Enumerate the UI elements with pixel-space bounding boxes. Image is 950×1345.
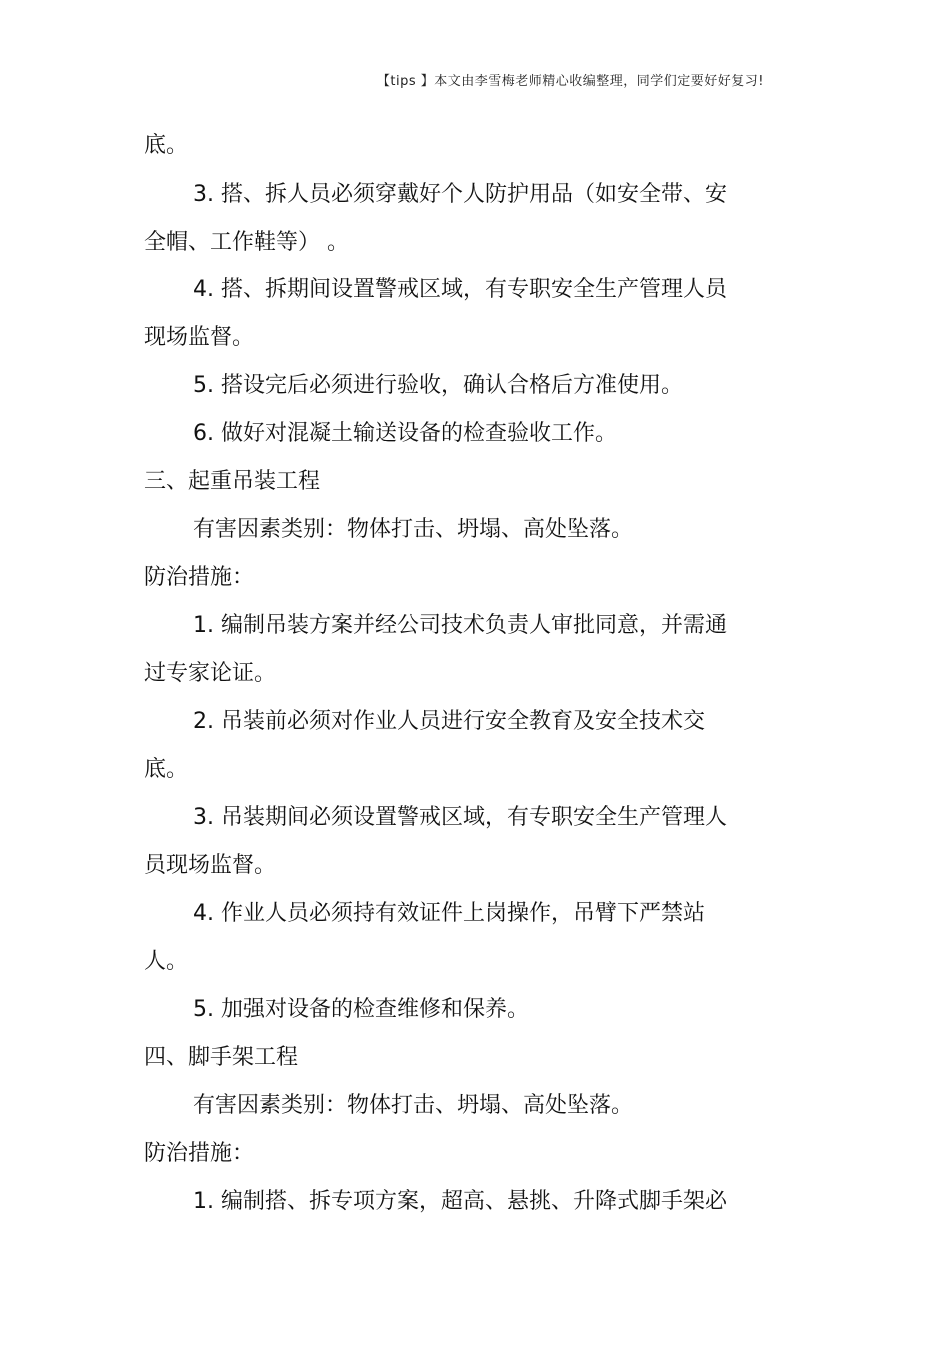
text-line: 人。 xyxy=(144,949,189,974)
text-line: 3. 吊装期间必须设置警戒区域，有专职安全生产管理人 xyxy=(193,805,727,830)
text-line: 防治措施： xyxy=(144,565,255,590)
text-line: 4. 搭、拆期间设置警戒区域，有专职安全生产管理人员 xyxy=(193,277,727,302)
text-line: 有害因素类别：物体打击、坍塌、高处坠落。 xyxy=(193,1093,634,1118)
text-line: 3. 搭、拆人员必须穿戴好个人防护用品（如安全带、安 xyxy=(193,182,727,207)
header-tips-note: 【tips 】本文由李雪梅老师精心收编整理，同学们定要好好复习! xyxy=(376,74,764,89)
text-line: 底。 xyxy=(144,133,189,158)
text-line: 员现场监督。 xyxy=(144,853,277,878)
text-line: 全帽、工作鞋等） 。 xyxy=(144,230,349,255)
text-line: 过专家论证。 xyxy=(144,661,277,686)
text-line: 5. 加强对设备的检查维修和保养。 xyxy=(193,997,529,1022)
text-line: 1. 编制搭、拆专项方案，超高、悬挑、升降式脚手架必 xyxy=(193,1189,727,1214)
text-line: 底。 xyxy=(144,757,189,782)
text-line: 现场监督。 xyxy=(144,325,255,350)
text-line: 2. 吊装前必须对作业人员进行安全教育及安全技术交 xyxy=(193,709,705,734)
text-line: 5. 搭设完后必须进行验收，确认合格后方准使用。 xyxy=(193,373,683,398)
text-line: 防治措施： xyxy=(144,1141,255,1166)
section-heading: 四、脚手架工程 xyxy=(144,1045,299,1070)
text-line: 1. 编制吊装方案并经公司技术负责人审批同意，并需通 xyxy=(193,613,727,638)
text-line: 6. 做好对混凝土输送设备的检查验收工作。 xyxy=(193,421,617,446)
text-line: 有害因素类别：物体打击、坍塌、高处坠落。 xyxy=(193,517,634,542)
text-line: 4. 作业人员必须持有效证件上岗操作，吊臂下严禁站 xyxy=(193,901,705,926)
section-heading: 三、起重吊装工程 xyxy=(144,469,321,494)
